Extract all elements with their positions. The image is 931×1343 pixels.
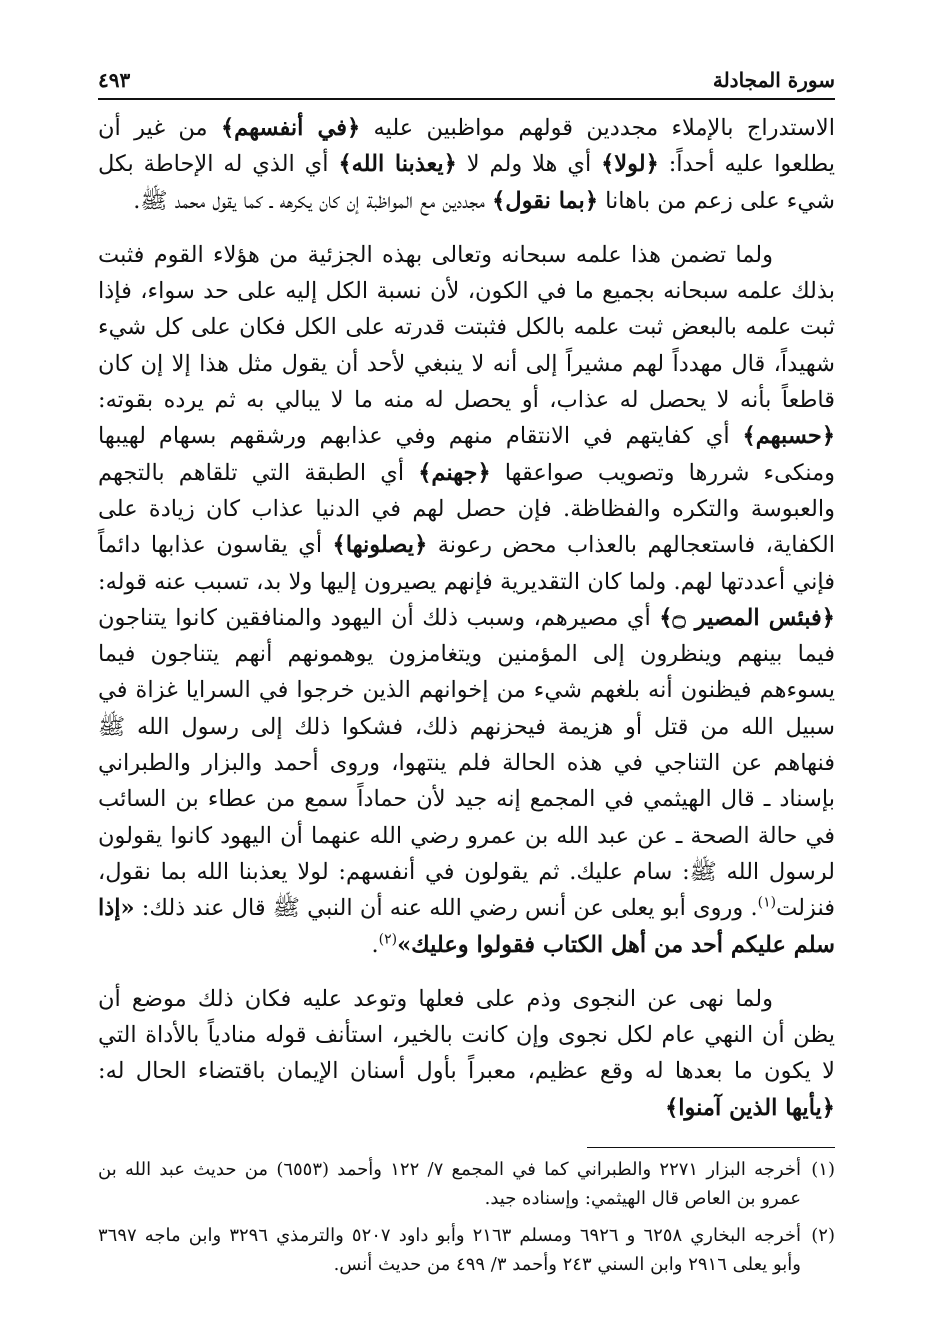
footnote xyxy=(98,1221,835,1279)
paragraph-gap xyxy=(98,219,835,237)
quran-citation: ﴿بما نقول﴾ xyxy=(492,187,599,214)
quran-citation: ﴿في أنفسهم﴾ xyxy=(220,115,361,141)
text-run: أي كفايتهم في الانتقام منهم وفي عذابهم ورشقهم بسهام لهيبها ومنكىء شررها وتصويب صواعقها xyxy=(98,423,836,486)
main-text xyxy=(98,110,835,1126)
quran-citation: ﴿يأيها الذين آمنوا﴾ xyxy=(665,1094,835,1121)
text-run: أي الذي له الإحاطة بكل شيء على زعم من باهانا xyxy=(98,151,835,214)
quran-citation: ﴿يعذبنا الله﴾ xyxy=(338,151,457,178)
paragraph-gap xyxy=(98,963,835,981)
text-run: أي هلا ولم لا xyxy=(456,151,602,178)
quran-citation: ﴿حسبهم﴾ xyxy=(742,423,835,450)
header-rule xyxy=(98,98,835,100)
text-run: أي مصيرهم، وسبب ذلك أن اليهود والمنافقين كانوا يتناجون فيما بينهم وينظرون إلى المؤمنين ويتغامزون يوهمونهم أنهم يتناجون فيما يسوءهم فيظنون أنه بلغهم شيء من إخوانهم الذين خرجوا في السرايا غزاة في سبيل الله من قتل أو هزيمة فيحزنهم ذلك، فشكوا ذلك إلى رسول الله ﷺ فنهاهم عن التناجي في هذه الحالة فلم ينتهوا، وروى أحمد والبزار والطبراني بإسناد ـ قال الهيثمي في المجمع إنه جيد لأن حماداً سمع من عطاء بن السائب في حالة الصحة ـ عن عبد الله بن عمرو رضي الله عنهما أن اليهود كانوا يقولون لرسول الله ﷺ: سام عليك. ثم يقولون في أنفسهم: لولا يعذبنا الله بما نقول، فنزلت xyxy=(98,604,835,922)
footnote-text: أخرجه البزار ٢٢٧١ والطبراني كما في المجمع ٧/ ١٢٢ وأحمد (٦٥٥٣) من حديث عبد الله بن عمرو بن العاص قال الهيثمي: وإسناده جيد. xyxy=(98,1159,801,1209)
paragraph xyxy=(98,110,835,219)
page-number: ٤٩٣ xyxy=(98,68,131,92)
text-run: ولما تضمن هذا علمه سبحانه وتعالى بهذه الجزئية من هؤلاء القوم فثبت بذلك علمه سبحانه بجميع ما في الكون، لأن نسبة الكل إليه على حد سواء، فإذا ثبت علمه بالبعض ثبت علمه بالكل فثبتت قدرته على الكل فكان على كل شيء شهيداً، قال مهدداً لهم مشيراً إلى أنه لا ينبغي لأحد أن يقول مثل هذا إلا إن كان قاطعاً بأنه لا يحصل له عذاب، أو يحصل له منه ما لا يبالي به ثم يرده بقوته: xyxy=(98,241,835,414)
text-run: أي يقاسون عذابها دائماً فإني أعددتها لهم. ولما كان التقديرية فإنهم يصيرون إليها ولا بد، تسبب عنه قوله: xyxy=(98,532,835,595)
text-run: ولما نهى عن النجوى وذم على فعلها وتوعد عليه فكان ذلك موضع أن يظن أن النهي عام لكل نجوى وإن كانت بالخير، استأنف قوله منادياً بالأداة التي لا يكون ما بعدها له وقع عظيم، معبراً بأول أسنان الإيمان باقتضاء الحال له: xyxy=(98,985,835,1085)
paragraph xyxy=(98,237,835,963)
footnote-ref: (٢) xyxy=(378,931,398,948)
footnotes xyxy=(98,1155,835,1287)
footnote-number: (٢) xyxy=(811,1225,835,1246)
running-header xyxy=(98,58,835,92)
footnote-rule xyxy=(587,1147,835,1148)
quran-citation: ﴿فبئس المصير ۝﴾ xyxy=(659,604,835,631)
text-run: من غير أن يطلعوا عليه أحداً: xyxy=(98,115,835,178)
quran-citation: ﴿يصلونها﴾ xyxy=(332,532,428,559)
quran-citation: ﴿جهنم﴾ xyxy=(418,459,491,486)
text-run: . وروى أبو يعلى عن أنس رضي الله عنه أن النبي ﷺ قال عند ذلك: xyxy=(134,895,758,922)
text-run: الاستدراج بالإملاء مجددين قولهم مواظبين عليه xyxy=(360,115,835,141)
paragraph xyxy=(98,981,835,1126)
footnote-text: أخرجه البخاري ٦٢٥٨ و ٦٩٢٦ ومسلم ٢١٦٣ وأبو داود ٥٢٠٧ والترمذي ٣٢٩٦ وابن ماجه ٣٦٩٧ وأبو يعلى ٢٩١٦ وابن السني ٢٤٣ وأحمد ٣/ ٤٩٩ من حديث أنس. xyxy=(98,1225,801,1275)
text-run: أي الطبقة التي تلقاهم بالتجهم والعبوسة والتكره والفظاظة. فإن حصل لهم في الدنيا عذاب كان زيادة على الكفاية، فاستعجالهم بالعذاب محض رعونة xyxy=(98,459,835,559)
surah-title: سورة المجادلة xyxy=(712,68,835,92)
text-run: . xyxy=(371,931,379,958)
quran-citation: ﴿لولا﴾ xyxy=(601,151,659,178)
hadith-quote: «إذا سلم عليكم أحد من أهل الكتاب فقولوا وعليك» xyxy=(98,895,835,958)
footnote-ref: (١) xyxy=(757,894,777,911)
footnote xyxy=(98,1155,835,1213)
footnote-number: (١) xyxy=(811,1159,835,1180)
text-run: مجددين مع المواظبة إن كان يكرهه ـ كما يقول محمد ﷺ. xyxy=(133,187,493,214)
